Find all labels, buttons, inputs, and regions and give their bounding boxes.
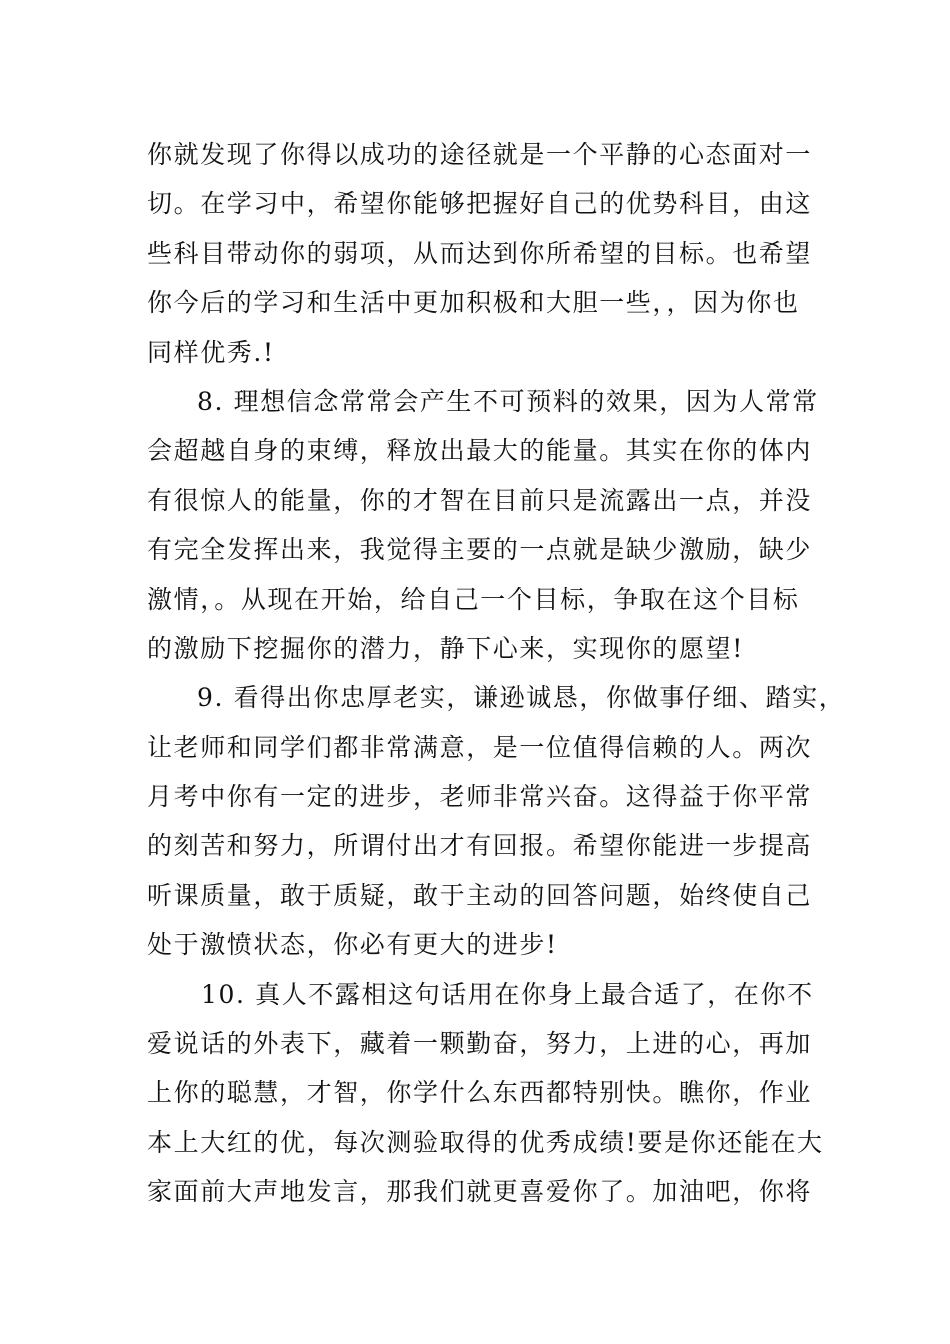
text-line: 8. 理想信念常常会产生不可预料的效果，因为人常常 <box>197 386 819 416</box>
document-body <box>147 130 846 1217</box>
text-line: 本上大红的优，每次测验取得的优秀成绩!要是你还能在大 <box>147 1127 824 1157</box>
text-line: 处于激愤状态，你必有更大的进步! <box>147 930 558 960</box>
text-line: 你今后的学习和生活中更加积极和大胆一些，，因为你也 <box>147 288 800 318</box>
text-line: 激情，。从现在开始，给自己一个目标，争取在这个目标 <box>147 584 800 614</box>
text-line: 你就发现了你得以成功的途径就是一个平静的心态面对一 <box>147 140 813 169</box>
text-line: 10. 真人不露相这句话用在你身上最合适了，在你不 <box>201 979 814 1009</box>
text-line: 9. 看得出你忠厚老实，谦逊诚恳，你做事仔细、踏实， <box>197 683 846 713</box>
text-line: 月考中你有一定的进步，老师非常兴奋。这得益于你平常 <box>147 782 813 812</box>
text-line: 有很惊人的能量，你的才智在目前只是流露出一点，并没 <box>147 485 813 515</box>
paragraph-8 <box>147 377 827 673</box>
paragraph-9 <box>147 673 846 969</box>
text-line: 的激励下挖掘你的潜力，静下心来，实现你的愿望! <box>147 633 744 663</box>
text-line: 会超越自身的束缚，释放出最大的能量。其实在你的体内 <box>147 436 813 466</box>
text-line: 爱说话的外表下，藏着一颗勤奋，努力，上进的心，再加 <box>147 1029 813 1059</box>
text-line: 上你的聪慧，才智，你学什么东西都特别快。瞧你，作业 <box>147 1078 813 1108</box>
paragraph-7-tail <box>147 130 827 377</box>
text-line: 让老师和同学们都非常满意，是一位值得信赖的人。两次 <box>147 732 813 762</box>
text-line: 切。在学习中，希望你能够把握好自己的优势科目，由这 <box>147 189 813 219</box>
text-line: 有完全发挥出来，我觉得主要的一点就是缺少激励，缺少 <box>147 535 813 565</box>
text-line: 听课质量，敢于质疑，敢于主动的回答问题，始终使自己 <box>147 880 813 910</box>
text-line: 的刻苦和努力，所谓付出才有回报。希望你能进一步提高 <box>147 831 813 861</box>
text-line: 同样优秀.! <box>147 337 275 367</box>
paragraph-10 <box>147 970 827 1217</box>
text-line: 家面前大声地发言，那我们就更喜爱你了。加油吧，你将 <box>147 1177 813 1207</box>
text-line: 些科目带动你的弱项，从而达到你所希望的目标。也希望 <box>147 238 813 268</box>
